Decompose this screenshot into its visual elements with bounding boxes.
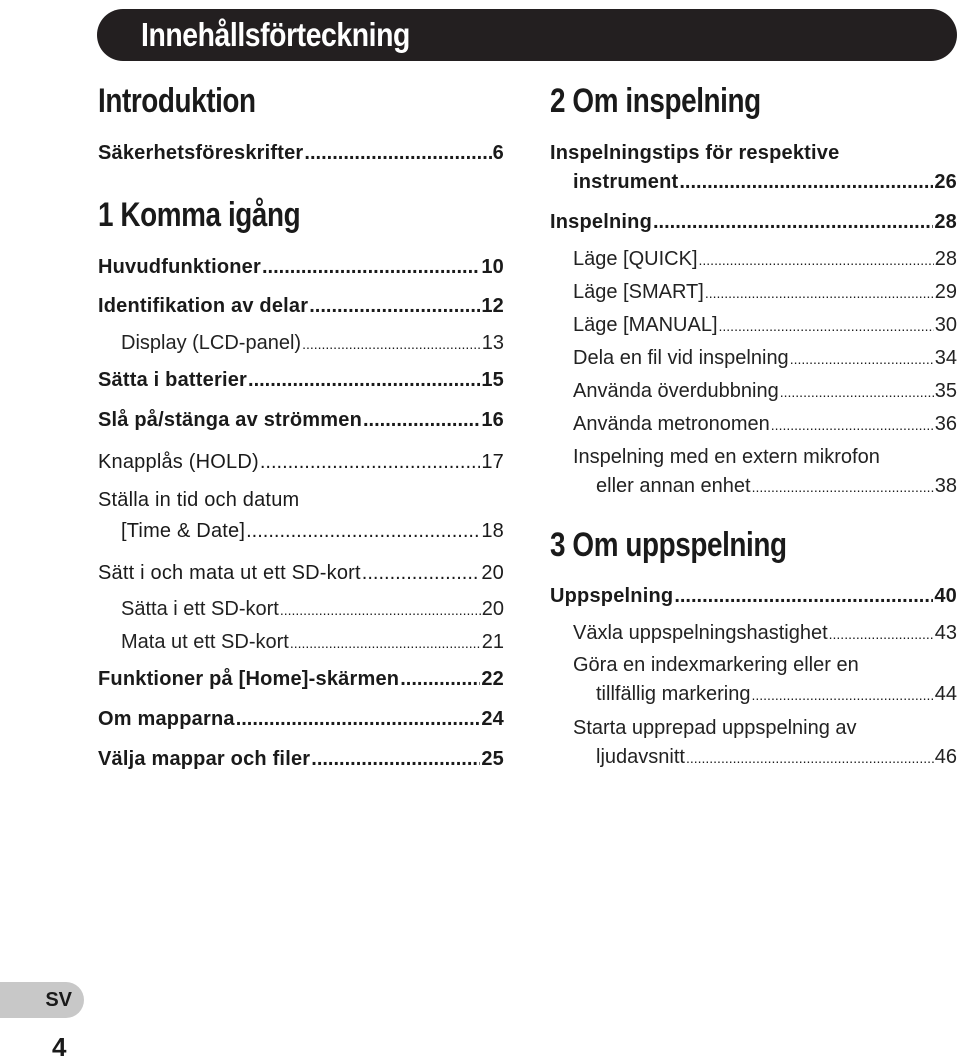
language-code: SV <box>45 988 72 1011</box>
dot-leader <box>674 582 933 611</box>
toc-entry-valja-mappar[interactable]: Välja mappar och filer ..... 25 <box>98 745 504 774</box>
page-number: 4 <box>52 1032 67 1062</box>
dot-leader <box>699 245 934 275</box>
dot-leader <box>363 406 480 435</box>
dot-leader <box>304 139 491 168</box>
toc-entry-knapplas[interactable]: Knapplås (HOLD) ..... 17 <box>98 448 504 477</box>
dot-leader <box>752 680 934 710</box>
section-heading-introduktion: Introduktion <box>98 82 256 120</box>
section-heading-om-inspelning: 2 Om inspelning <box>550 82 761 120</box>
dot-leader <box>280 595 481 625</box>
toc-subentry-mata-ut-sd[interactable]: Mata ut ett SD-kort ..... 21 <box>121 628 504 658</box>
dot-leader <box>400 665 480 694</box>
dot-leader <box>260 448 481 477</box>
toc-title-banner <box>97 9 957 61</box>
dot-leader <box>790 344 934 374</box>
toc-entry-tid-och-datum[interactable]: Ställa in tid och datum [Time & Date] ..... 18 <box>98 486 504 546</box>
toc-subentry-smart[interactable]: Läge [SMART] ..... 29 <box>573 278 957 308</box>
toc-subentry-overdubbning[interactable]: Använda överdubbning ..... 35 <box>573 377 957 407</box>
toc-entry-batterier[interactable]: Sätta i batterier ..... 15 <box>98 366 504 395</box>
dot-leader <box>302 329 481 359</box>
toc-entry-huvudfunktioner[interactable]: Huvudfunktioner ..... 10 <box>98 253 504 282</box>
dot-leader <box>311 745 480 774</box>
dot-leader <box>686 743 934 773</box>
section-heading-om-uppspelning: 3 Om uppspelning <box>550 526 787 564</box>
dot-leader <box>309 292 480 321</box>
toc-subentry-upprepad-uppspelning[interactable]: Starta upprepad uppspelning av ljudavsnitt ..... 46 <box>573 714 957 773</box>
toc-entry-home-skarmen[interactable]: Funktioner på [Home]-skärmen ..... 22 <box>98 665 504 694</box>
language-tab <box>0 982 84 1018</box>
toc-subentry-extern-mikrofon[interactable]: Inspelning med en extern mikrofon eller annan enhet ..... 38 <box>573 443 957 502</box>
dot-leader <box>653 208 933 237</box>
dot-leader <box>248 366 480 395</box>
dot-leader <box>362 559 481 588</box>
dot-leader <box>829 619 934 649</box>
toc-entry-sd-kort[interactable]: Sätt i och mata ut ett SD-kort ..... 20 <box>98 559 504 588</box>
dot-leader <box>290 628 481 658</box>
toc-entry-strommen[interactable]: Slå på/stänga av strömmen ..... 16 <box>98 406 504 435</box>
dot-leader <box>752 472 934 502</box>
toc-subentry-manual[interactable]: Läge [MANUAL] ..... 30 <box>573 311 957 341</box>
toc-entry-mapparna[interactable]: Om mapparna ..... 24 <box>98 705 504 734</box>
toc-entry-sakerhetsforeskrifter[interactable]: Säkerhetsföreskrifter ..... 6 <box>98 139 504 168</box>
toc-entry-uppspelning[interactable]: Uppspelning ..... 40 <box>550 582 957 611</box>
dot-leader <box>719 311 934 341</box>
dot-leader <box>246 517 480 546</box>
toc-entry-inspelning[interactable]: Inspelning ..... 28 <box>550 208 957 237</box>
toc-subentry-metronomen[interactable]: Använda metronomen ..... 36 <box>573 410 957 440</box>
toc-subentry-indexmarkering[interactable]: Göra en indexmarkering eller en tillfällig markering ..... 44 <box>573 651 957 710</box>
toc-subentry-uppspelningshastighet[interactable]: Växla uppspelningshastighet ..... 43 <box>573 619 957 649</box>
toc-subentry-display[interactable]: Display (LCD-panel) ..... 13 <box>121 329 504 359</box>
dot-leader <box>780 377 934 407</box>
dot-leader <box>771 410 934 440</box>
toc-subentry-quick[interactable]: Läge [QUICK] ..... 28 <box>573 245 957 275</box>
section-heading-komma-igang: 1 Komma igång <box>98 196 301 234</box>
toc-entry-inspelningstips[interactable]: Inspelningstips för respektive instrument ..... 26 <box>550 139 957 197</box>
dot-leader <box>679 168 933 197</box>
toc-subentry-dela-fil[interactable]: Dela en fil vid inspelning ..... 34 <box>573 344 957 374</box>
dot-leader <box>705 278 934 308</box>
toc-subentry-satta-i-sd[interactable]: Sätta i ett SD-kort ..... 20 <box>121 595 504 625</box>
toc-entry-identifikation[interactable]: Identifikation av delar ..... 12 <box>98 292 504 321</box>
page-title: Innehållsförteckning <box>141 16 410 53</box>
dot-leader <box>262 253 480 282</box>
dot-leader <box>236 705 481 734</box>
